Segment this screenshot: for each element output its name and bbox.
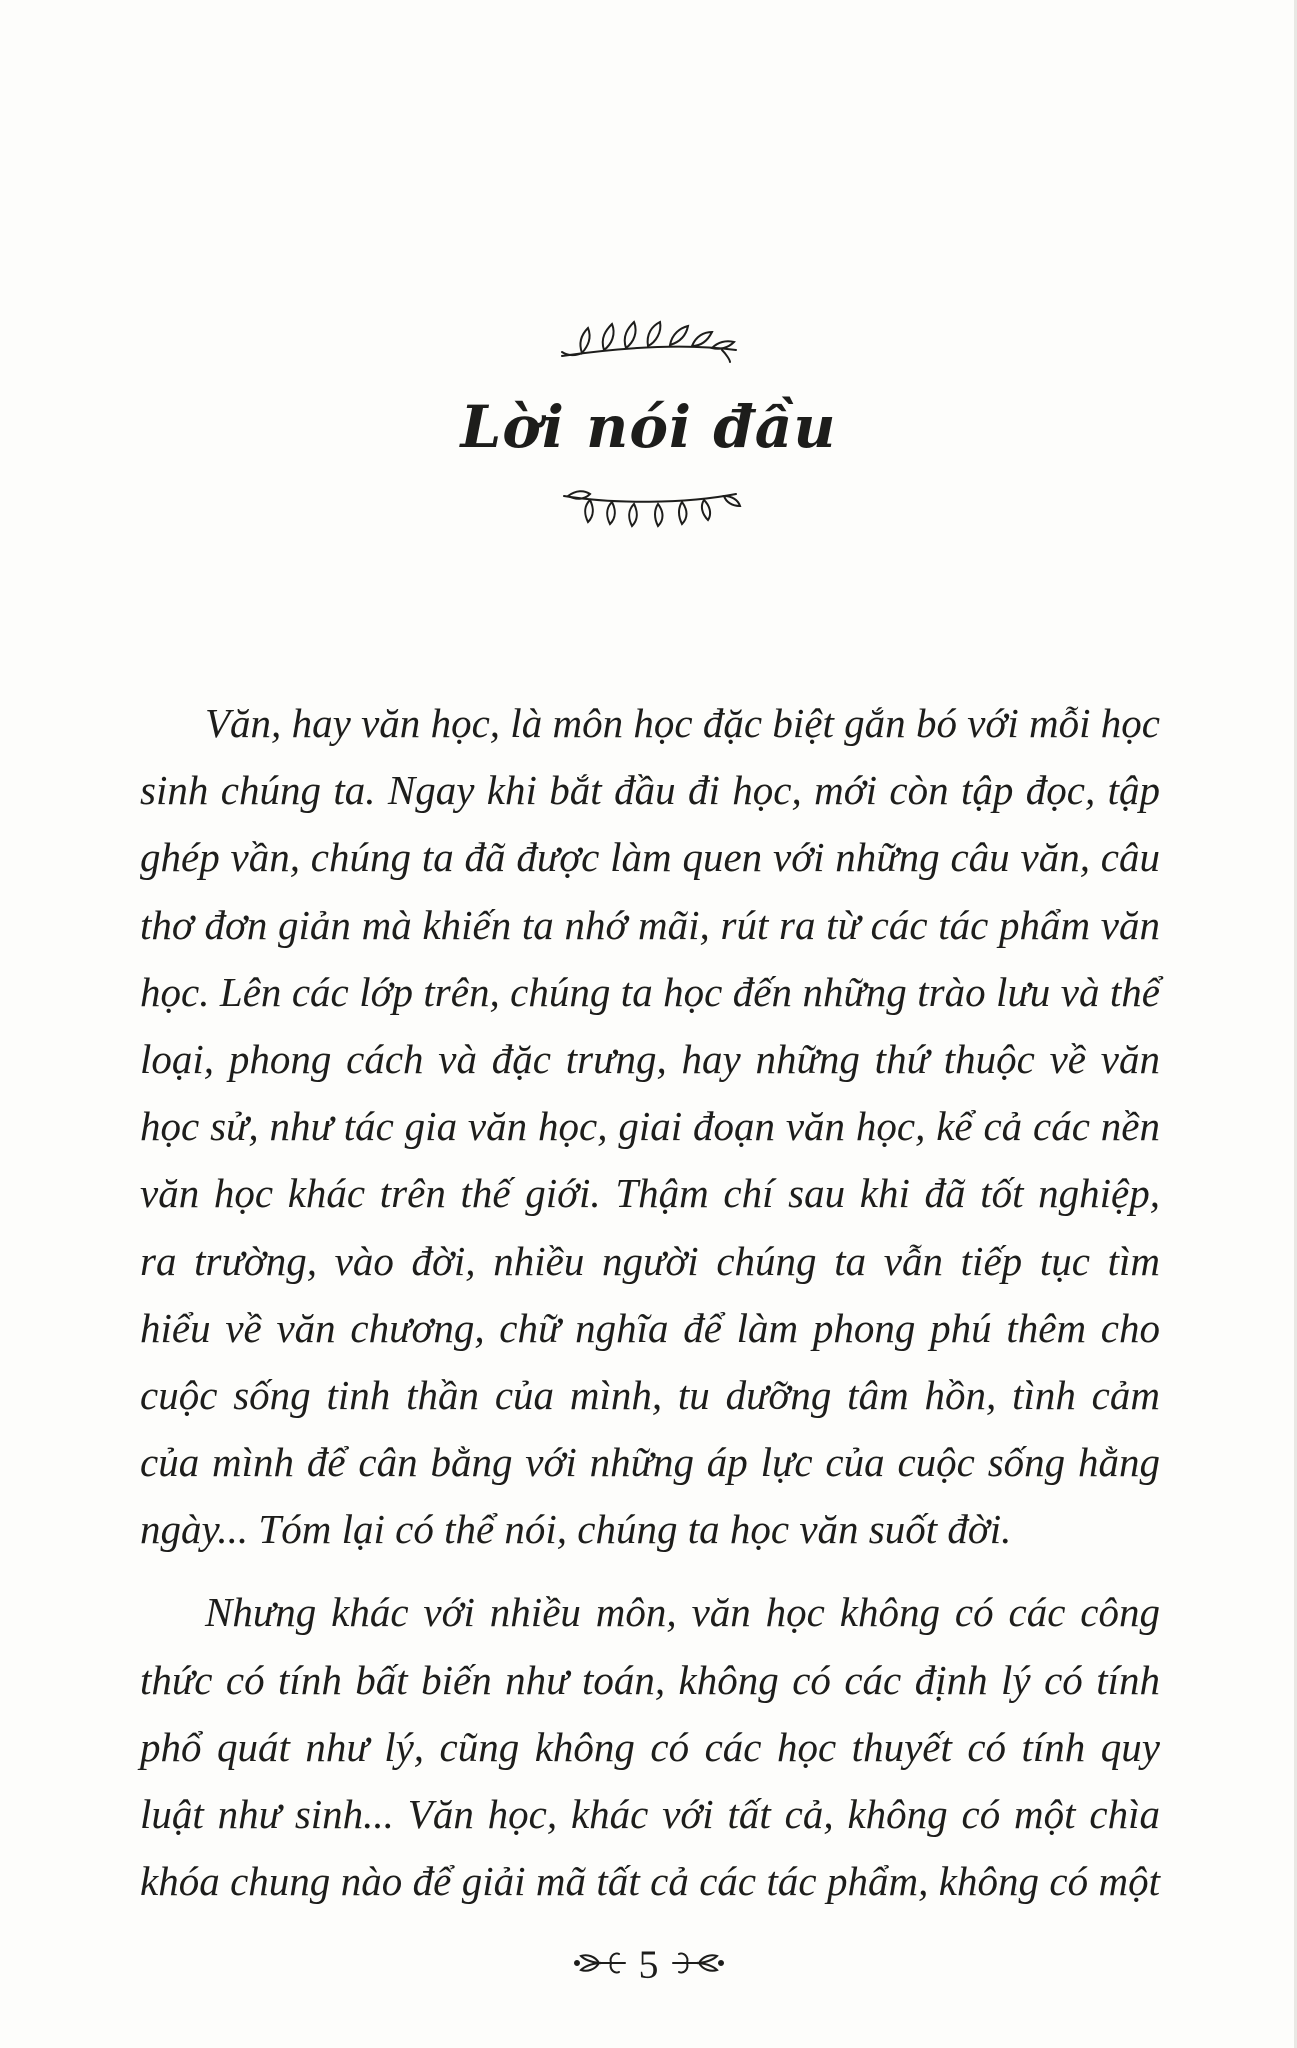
text-line: sinh chúng ta. Ngay khi bắt đầu đi học, mới còn tập đọc, tập [140,767,1160,814]
text-line: văn học khác trên thế giới. Thậm chí sau khi đã tốt nghiệp, [140,1170,1160,1217]
page-number: 5 [638,1942,659,1987]
text-line: hiểu về văn chương, chữ nghĩa để làm phong phú thêm cho [140,1304,1160,1351]
text-line: thơ đơn giản mà khiến ta nhớ mãi, rút ra từ các tác phẩm văn [140,901,1160,948]
text-line: cuộc sống tinh thần của mình, tu dưỡng tâm hồn, tình cảm [140,1371,1160,1418]
flourish-right-icon [671,1948,727,1982]
page-footer [0,1942,1297,1987]
paragraph-2 [140,1579,1160,1915]
text-line: ngày... Tóm lại có thể nói, chúng ta học văn suốt đời. [140,1506,1012,1553]
laurel-branch-bottom-icon [554,484,744,532]
text-line: ghép vần, chúng ta đã được làm quen với những câu văn, câu [140,834,1160,881]
text-line: loại, phong cách và đặc trưng, hay những thứ thuộc về văn [140,1035,1160,1082]
text-line: Văn, hay văn học, là môn học đặc biệt gắn bó với mỗi học [205,700,1160,746]
paragraph-gap [140,1563,1160,1579]
laurel-branch-top-icon [554,316,744,364]
text-line: của mình để cân bằng với những áp lực của cuộc sống hằng [140,1439,1160,1486]
text-line: thức có tính bất biến như toán, không có các định lý có tính [140,1656,1160,1703]
text-line: Nhưng khác với nhiều môn, văn học không có các công [205,1589,1160,1636]
text-line: khóa chung nào để giải mã tất cả các tác phẩm, không có một [140,1858,1160,1905]
text-line: học sử, như tác gia văn học, giai đoạn văn học, kể cả các nền [140,1103,1160,1150]
text-line: luật như sinh... Văn học, khác với tất cả, không có một chìa [140,1791,1160,1837]
body-text [140,690,1160,1915]
paragraph-1 [140,690,1160,1563]
text-line: học. Lên các lớp trên, chúng ta học đến những trào lưu và thể [140,968,1160,1015]
flourish-left-icon [571,1948,627,1982]
chapter-title: Lời nói đầu [460,393,837,461]
text-line: phổ quát như lý, cũng không có các học thuyết có tính quy [140,1723,1160,1770]
text-line: ra trường, vào đời, nhiều người chúng ta vẫn tiếp tục tìm [140,1237,1160,1284]
